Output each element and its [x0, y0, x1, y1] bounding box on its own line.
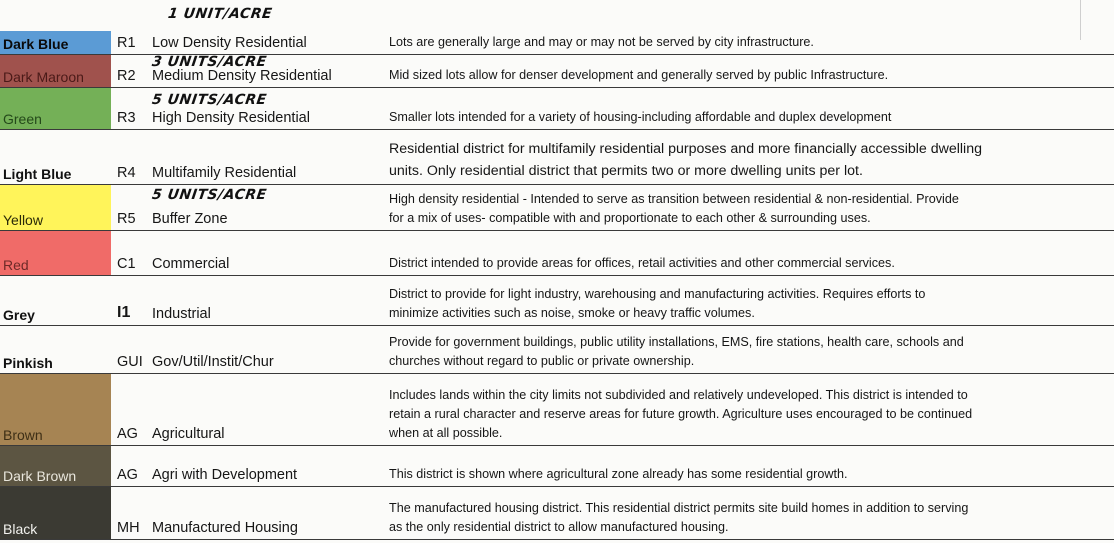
- description-line: as the only residential district to allow manufactured housing.: [389, 520, 729, 534]
- description-line: High density residential - Intended to serve as transition between residential & non-residential. Provide: [389, 192, 959, 206]
- zone-code: GUI: [117, 354, 143, 370]
- zone-code: C1: [117, 256, 136, 272]
- zone-description: [389, 138, 1107, 182]
- description-line: retain a rural character and reserve areas for future growth. Agriculture uses encouraged to be continued: [389, 407, 973, 421]
- color-swatch: [0, 231, 111, 276]
- zone-row: [0, 231, 1114, 276]
- zone-name: Low Density Residential: [152, 35, 307, 51]
- description-line: Residential district for multifamily residential purposes and more financially accessible dwelling: [389, 141, 982, 157]
- zone-code: R1: [117, 35, 136, 51]
- description-line: churches without regard to public or private ownership.: [389, 354, 695, 368]
- zone-description: [389, 190, 1107, 228]
- description-line: units. Only residential district that permits two or more dwelling units per lot.: [389, 163, 863, 179]
- zone-row: [0, 487, 1114, 540]
- zone-row: [0, 374, 1114, 446]
- swatch-color-name: Pinkish: [3, 355, 53, 371]
- swatch-color-name: Red: [3, 257, 29, 273]
- zone-code: MH: [117, 520, 140, 536]
- color-swatch: [0, 185, 111, 231]
- zone-description: [389, 66, 1107, 85]
- color-swatch: [0, 487, 111, 540]
- zone-name: High Density Residential: [152, 110, 310, 126]
- zone-name: Industrial: [152, 306, 211, 322]
- zone-name: Medium Density Residential: [152, 68, 332, 84]
- zone-description: [389, 108, 1107, 127]
- description-line: Lots are generally large and may or may not be served by city infrastructure.: [389, 35, 814, 49]
- swatch-color-name: Brown: [3, 427, 43, 443]
- description-line: for a mix of uses- compatible with and proportionate to each other & surrounding uses.: [389, 211, 871, 225]
- zone-description: [389, 333, 1107, 371]
- handwritten-density-note: 5 UNITS/ACRE: [150, 187, 268, 203]
- zone-code: AG: [117, 426, 138, 442]
- zone-description: [389, 386, 1107, 443]
- description-line: Mid sized lots allow for denser development and generally served by public Infrastructure.: [389, 68, 889, 82]
- row-divider: [0, 539, 1114, 540]
- zone-code: R4: [117, 165, 136, 181]
- description-line: minimize activities such as noise, smoke or heavy traffic volumes.: [389, 306, 755, 320]
- handwritten-density-note: 5 UNITS/ACRE: [150, 92, 268, 108]
- color-swatch: [0, 276, 111, 326]
- swatch-color-name: Light Blue: [3, 166, 72, 182]
- color-swatch: [0, 374, 111, 446]
- zone-name: Agri with Development: [152, 467, 298, 483]
- color-swatch: [0, 130, 111, 185]
- zone-code: R2: [117, 68, 136, 84]
- zone-row: [0, 326, 1114, 374]
- color-swatch: [0, 88, 111, 130]
- zone-row: [0, 276, 1114, 326]
- description-line: Includes lands within the city limits not subdivided and relatively undeveloped. This district is intended to: [389, 388, 968, 402]
- color-swatch: [0, 31, 111, 55]
- zone-code: R3: [117, 110, 136, 126]
- description-line: District to provide for light industry, warehousing and manufacturing activities. Requires efforts to: [389, 287, 926, 301]
- description-line: Smaller lots intended for a variety of housing-including affordable and duplex development: [389, 110, 892, 124]
- description-line: The manufactured housing district. This residential district permits site build homes in addition to serving: [389, 501, 969, 515]
- zone-name: Agricultural: [152, 426, 225, 442]
- zone-description: [389, 285, 1107, 323]
- zone-description: [389, 33, 1107, 52]
- color-swatch: [0, 446, 111, 487]
- description-line: when at all possible.: [389, 426, 503, 440]
- zone-name: Multifamily Residential: [152, 165, 297, 181]
- description-line: Provide for government buildings, public utility installations, EMS, fire stations, health care, schools and: [389, 335, 964, 349]
- zone-row: [0, 130, 1114, 185]
- color-swatch: [0, 55, 111, 88]
- zone-name: Commercial: [152, 256, 230, 272]
- zone-name: Manufactured Housing: [152, 520, 298, 536]
- swatch-color-name: Black: [3, 521, 38, 537]
- handwritten-density-note: 1 UNIT/ACRE: [166, 6, 274, 22]
- swatch-color-name: Dark Brown: [3, 468, 77, 484]
- zone-description: [389, 499, 1107, 537]
- description-line: This district is shown where agricultural zone already has some residential growth.: [389, 467, 848, 481]
- zone-code: AG: [117, 467, 138, 483]
- color-swatch: [0, 326, 111, 374]
- zone-description: [389, 465, 1107, 484]
- zone-row: [0, 446, 1114, 487]
- handwritten-density-note: 3 UNITS/ACRE: [150, 54, 268, 70]
- zone-code: I1: [117, 304, 131, 321]
- swatch-color-name: Grey: [3, 307, 35, 323]
- swatch-color-name: Dark Maroon: [3, 69, 84, 85]
- swatch-color-name: Yellow: [3, 212, 43, 228]
- swatch-color-name: Dark Blue: [3, 36, 69, 52]
- zone-code: R5: [117, 211, 136, 227]
- zone-description: [389, 254, 1107, 273]
- zone-name: Gov/Util/Instit/Chur: [152, 354, 274, 370]
- swatch-color-name: Green: [3, 111, 42, 127]
- zone-name: Buffer Zone: [152, 211, 228, 227]
- description-line: District intended to provide areas for offices, retail activities and other commercial services.: [389, 256, 895, 270]
- zone-row: [0, 31, 1114, 55]
